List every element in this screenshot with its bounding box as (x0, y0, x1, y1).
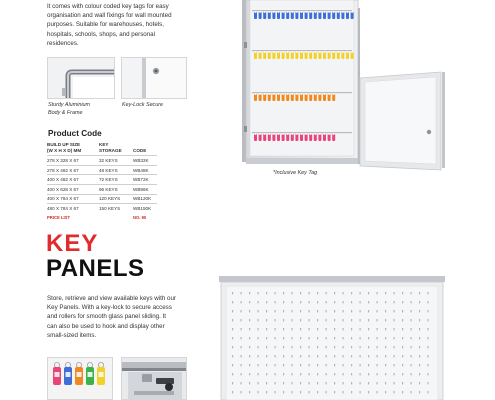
key-tag-icon (318, 133, 321, 141)
key-tag-icon (328, 51, 331, 59)
key-tag-icon (323, 51, 326, 59)
key-tag-icon (272, 11, 275, 19)
key-tag-icon (254, 11, 257, 19)
roller-lock-thumbnail (121, 357, 187, 400)
key-tag-icon (254, 93, 257, 101)
column-header-code: CODE (133, 147, 147, 153)
aluminium-frame-thumbnail (47, 57, 115, 99)
column-header-storage: KEY STORAGE (99, 142, 122, 153)
key-tag-icon (314, 51, 317, 59)
key-tag-icon (272, 93, 275, 101)
key-tag-icon (305, 93, 308, 101)
key-tag-icon (323, 11, 326, 19)
key-tag-icon (328, 133, 331, 141)
key-tag-icon (309, 11, 312, 19)
aluminium-frame-corner-icon (48, 58, 115, 99)
key-tag-icon (346, 11, 349, 19)
key-tag-icon (300, 93, 303, 101)
key-tag-icon (277, 51, 280, 59)
key-tag-icon (263, 93, 266, 101)
heading-key: KEY (46, 230, 99, 257)
table-row: 278 X 482 X 67 48 KEYS WB48K (47, 165, 157, 175)
key-tag-icon (305, 11, 308, 19)
key-tag-icon (318, 93, 321, 101)
key-tag-icon (268, 51, 271, 59)
key-lock-caption: Key-Lock Secure (122, 102, 164, 108)
key-tag-icon (254, 133, 257, 141)
key-tag-icon (295, 93, 298, 101)
key-tag-icon (295, 133, 298, 141)
key-tag-icon (295, 51, 298, 59)
key-tag-icon (314, 93, 317, 101)
key-tag-icon (300, 133, 303, 141)
key-tag-icon (268, 11, 271, 19)
key-tag-icon (259, 93, 262, 101)
key-tag-icon (337, 51, 340, 59)
table-row: 400 X 628 X 67 96 KEYS WB96K (47, 184, 157, 194)
key-tag-icon (286, 11, 289, 19)
key-tag-icon (291, 51, 294, 59)
key-tag-icon (268, 133, 271, 141)
key-cabinet-illustration (236, 0, 450, 172)
key-tag-icon (259, 133, 262, 141)
product-code-title: Product Code (48, 129, 102, 138)
key-tag-icon (305, 51, 308, 59)
key-tag-icon (263, 51, 266, 59)
key-tag-icon (295, 11, 298, 19)
price-list-code: NO. 90 (133, 214, 147, 220)
lock-icon (427, 130, 431, 134)
key-tag-icon (332, 11, 335, 19)
key-tag-icon (291, 93, 294, 101)
key-tag-icon (277, 93, 280, 101)
table-header-row (47, 142, 157, 156)
key-tag-icon (272, 51, 275, 59)
key-tag-icon (309, 133, 312, 141)
price-list-label: PRICE LIST (47, 214, 71, 220)
key-tag-icon (291, 11, 294, 19)
key-tag-icon (332, 51, 335, 59)
key-tag-icon (309, 51, 312, 59)
table-row: 480 X 784 X 67 150 KEYS WB150K (47, 204, 157, 213)
key-tag-icon (254, 51, 257, 59)
key-tag-icon (328, 93, 331, 101)
key-tag-icon (309, 93, 312, 101)
key-tag-icon (259, 11, 262, 19)
key-tag-icon (341, 51, 344, 59)
key-lock-thumbnail (121, 57, 187, 99)
key-tag-icon (332, 93, 335, 101)
key-panel-illustration (219, 276, 445, 400)
key-tag-icon (332, 133, 335, 141)
key-tag-icon (268, 93, 271, 101)
colored-key-tags-icon (48, 358, 113, 400)
key-tag-icon (277, 133, 280, 141)
intro-paragraph: It comes with colour coded key tags for easy organisation and wall fixings for wall mounted purposes. Suitable for warehouses, hotels, hospitals, schools, shops, and personal residences. (47, 3, 172, 47)
roller-lock-icon (122, 358, 187, 400)
key-tag-icon (341, 11, 344, 19)
key-tag-icon (263, 133, 266, 141)
price-list-row (47, 213, 157, 222)
table-row: 400 X 784 X 67 120 KEYS WB120K (47, 194, 157, 204)
key-tag-icon (337, 11, 340, 19)
heading-panels: PANELS (46, 255, 145, 282)
key-tags-thumbnail (47, 357, 113, 400)
product-code-table (47, 142, 157, 221)
key-tag-icon (351, 11, 354, 19)
column-header-size: BUILD UP SIZE (W X H X D) MM (47, 142, 82, 153)
key-tag-icon (300, 11, 303, 19)
table-row: 400 X 482 X 67 72 KEYS WB72K (47, 175, 157, 185)
key-tag-icon (286, 51, 289, 59)
aluminium-caption: Sturdy Aluminium Body & Frame (48, 102, 91, 116)
table-row: 278 X 328 X 67 32 KEYS WB32K (47, 156, 157, 166)
key-tag-icon (286, 133, 289, 141)
key-tag-icon (314, 11, 317, 19)
key-tag-icon (300, 51, 303, 59)
key-lock-icon (122, 58, 187, 99)
cabinet-caption: *Inclusive Key Tag (273, 170, 318, 176)
key-tag-icon (282, 93, 285, 101)
key-tag-icon (263, 11, 266, 19)
key-tag-icon (323, 133, 326, 141)
key-tag-icon (314, 133, 317, 141)
key-tag-icon (323, 93, 326, 101)
key-tag-icon (277, 11, 280, 19)
key-tag-icon (282, 133, 285, 141)
key-tag-icon (346, 51, 349, 59)
key-tag-icon (318, 51, 321, 59)
key-panels-description: Store, retrieve and view available keys with our Key Panels. With a key-lock to secure access and rollers for smooth glass panel sliding. It can also be used to hook and display other small-sized items. (47, 295, 176, 339)
key-tag-icon (318, 11, 321, 19)
key-tag-icon (272, 133, 275, 141)
key-tag-icon (291, 133, 294, 141)
key-tag-icon (282, 11, 285, 19)
key-tag-icon (259, 51, 262, 59)
key-tag-icon (351, 51, 354, 59)
key-tag-icon (328, 11, 331, 19)
key-tag-icon (286, 93, 289, 101)
key-tag-icon (282, 51, 285, 59)
key-tag-icon (305, 133, 308, 141)
